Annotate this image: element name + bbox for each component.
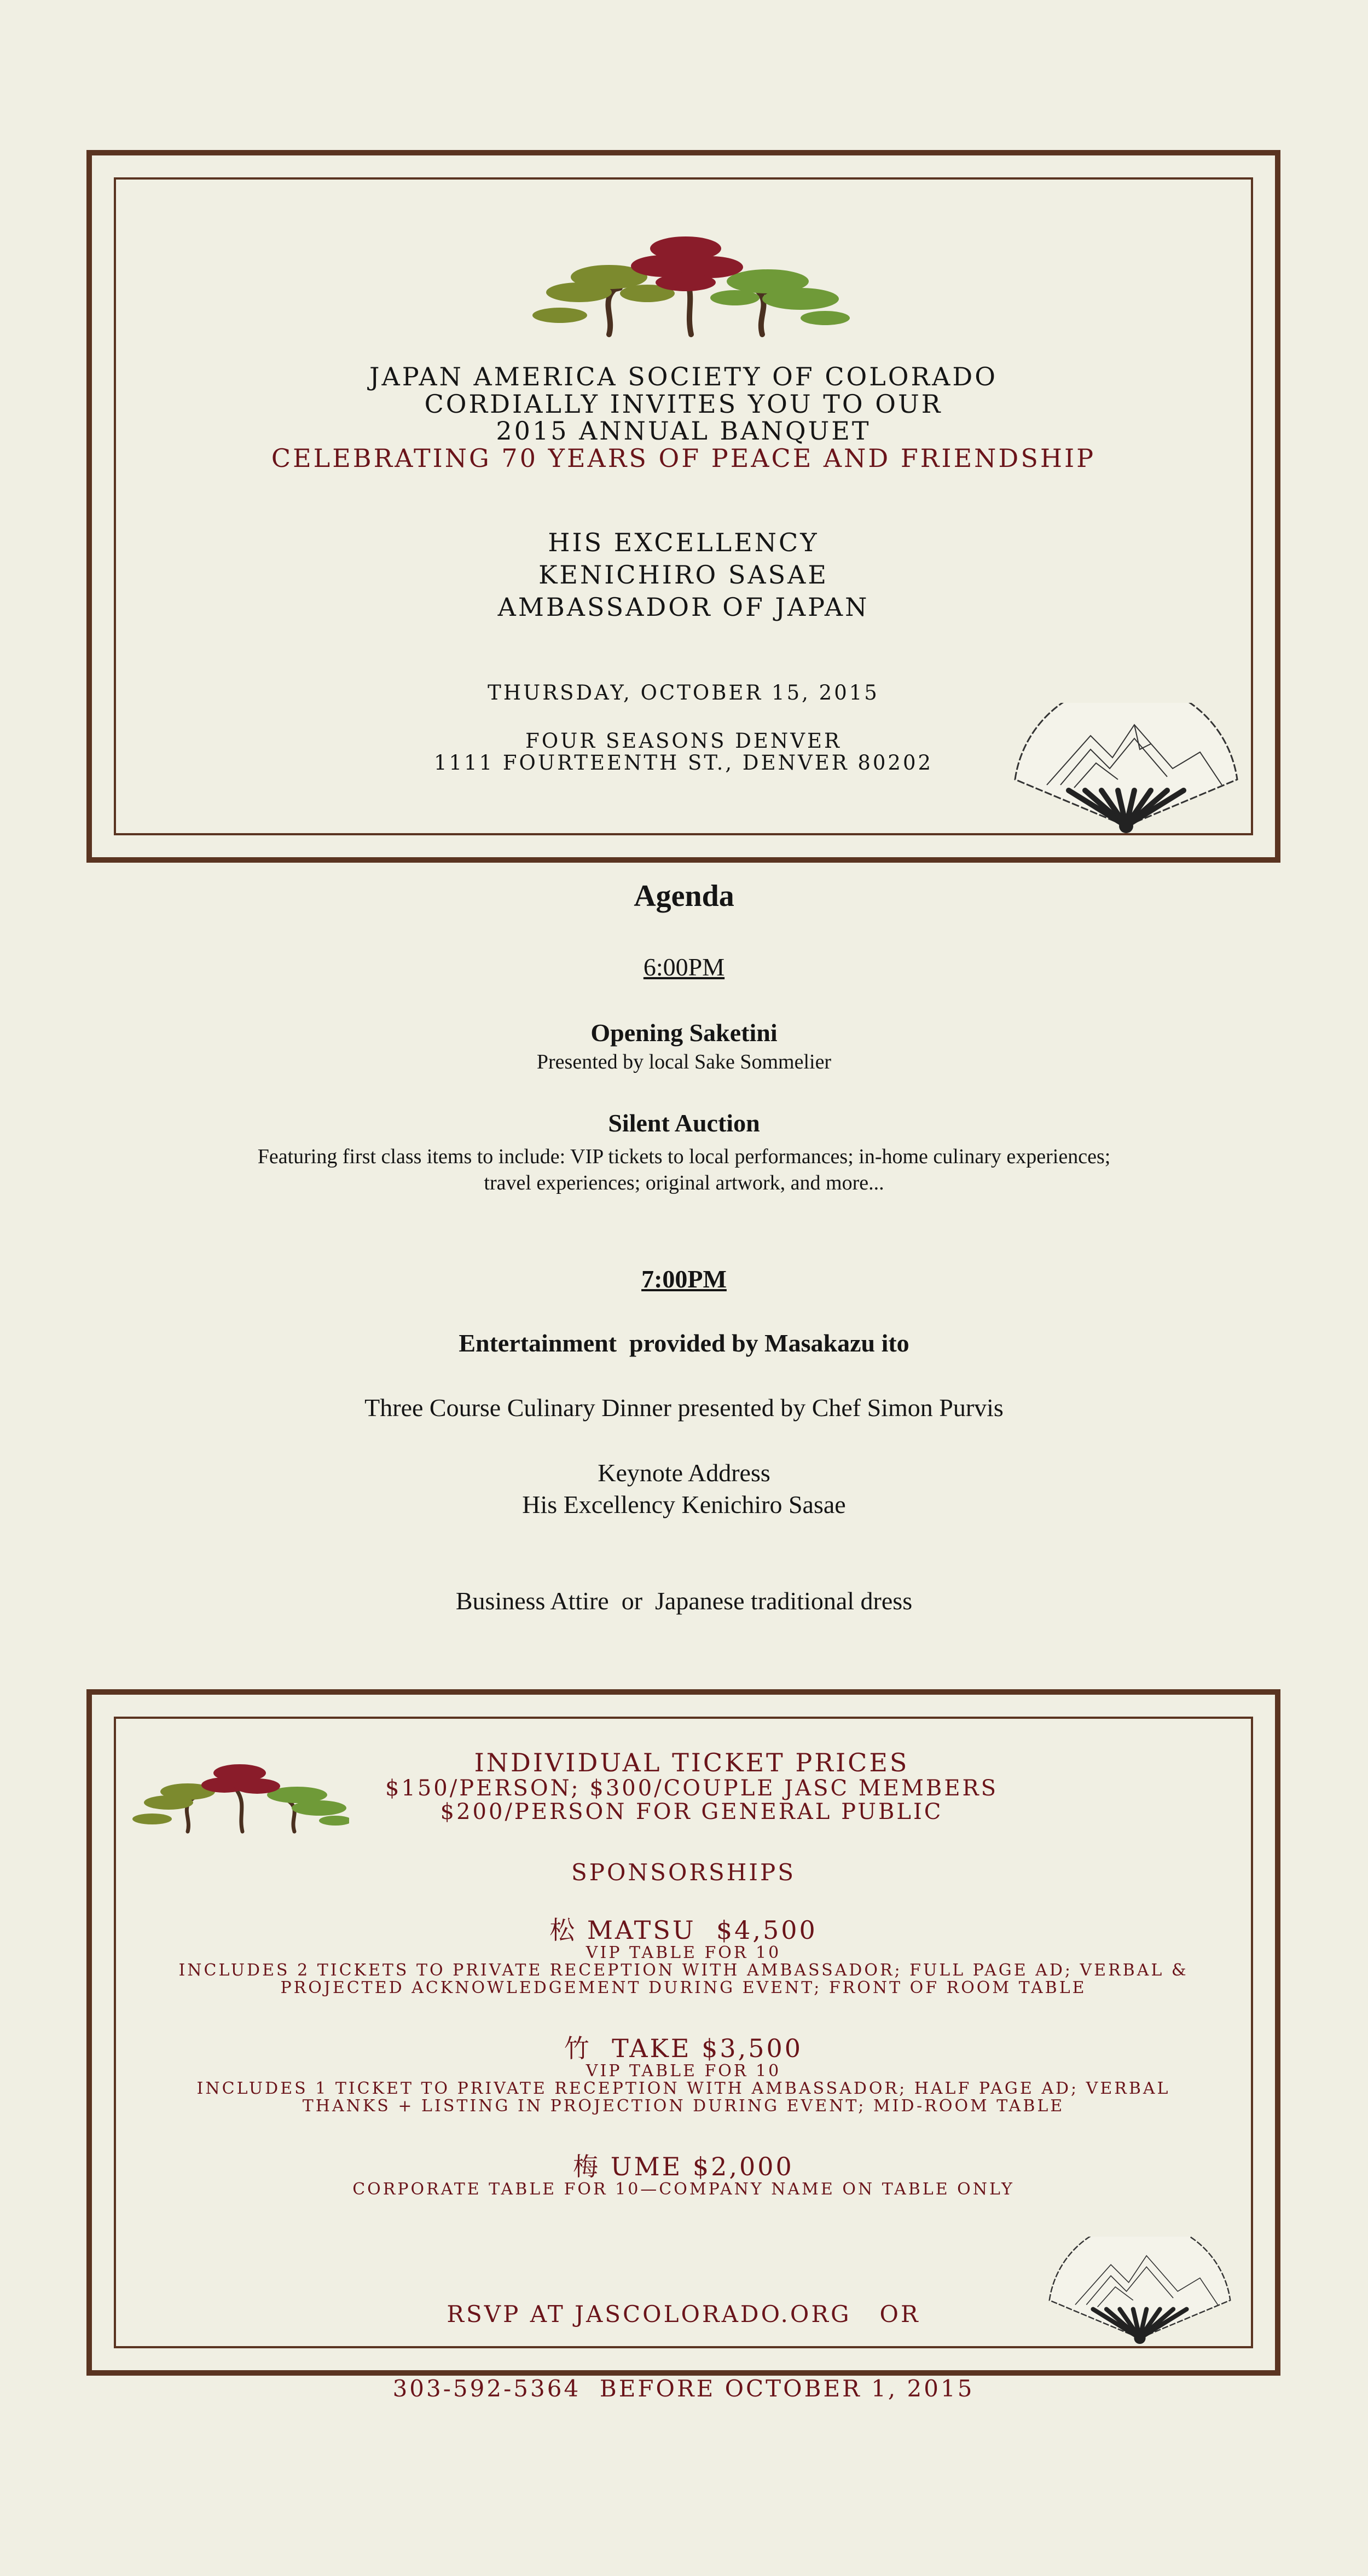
sponsor-take [92, 2035, 1275, 2116]
bonsai-trees-icon [527, 228, 850, 337]
silent-auction-description [0, 1144, 1368, 1196]
agenda-time-7pm: 7:00PM [641, 1265, 727, 1293]
silent-auction-title: Silent Auction [608, 1109, 760, 1137]
dinner-line: Three Course Culinary Dinner presented by Chef Simon Purvis [364, 1394, 1004, 1422]
guest-line: HIS EXCELLENCY [548, 528, 819, 557]
sponsorships-title: SPONSORSHIPS [571, 1859, 796, 1886]
rsvp-website: RSVP AT JASCOLORADO.ORG OR [447, 2300, 920, 2327]
ume-name: UME $2,000 [610, 2152, 794, 2181]
take-subtitle: VIP TABLE FOR 10 [586, 2061, 781, 2081]
opening-saketini-subtitle: Presented by local Sake Sommelier [536, 1050, 832, 1073]
keynote-speaker: His Excellency Kenichiro Sasae [522, 1490, 846, 1518]
public-price: $200/PERSON FOR GENERAL PUBLIC [440, 1799, 943, 1824]
event-date: THURSDAY, OCTOBER 15, 2015 [488, 681, 879, 704]
venue-name: FOUR SEASONS DENVER [525, 729, 842, 753]
take-name: TAKE $3,500 [612, 2034, 803, 2063]
take-description: THANKS + LISTING IN PROJECTION DURING EVENT; MID-ROOM TABLE [302, 2096, 1065, 2116]
venue-address: 1111 FOURTEENTH ST., DENVER 80202 [433, 750, 934, 775]
auction-line: Featuring first class items to include: VIP tickets to local performances; in-home culinary experiences; [257, 1145, 1111, 1168]
invitation-card [86, 150, 1280, 863]
dress-code: Business Attire or Japanese traditional dress [455, 1587, 913, 1615]
sponsor-matsu [92, 1917, 1275, 1997]
guest-line: KENICHIRO SASAE [538, 559, 828, 590]
ume-subtitle: CORPORATE TABLE FOR 10—COMPANY NAME ON TABLE ONLY [352, 2179, 1015, 2199]
take-kanji: 竹 [564, 2034, 592, 2063]
agenda-title: Agenda [634, 879, 734, 913]
folding-fan-icon [1008, 703, 1244, 834]
keynote-block [0, 1457, 1368, 1520]
keynote-title: Keynote Address [598, 1459, 770, 1487]
rsvp-phone: 303-592-5364 BEFORE OCTOBER 1, 2015 [392, 2375, 975, 2402]
take-description: INCLUDES 1 TICKET TO PRIVATE RECEPTION WITH AMBASSADOR; HALF PAGE AD; VERBAL [196, 2079, 1170, 2099]
guest-of-honor [92, 527, 1275, 623]
header-line: 2015 ANNUAL BANQUET [496, 416, 871, 446]
folding-fan-small-icon [1044, 2237, 1236, 2346]
matsu-name: MATSU $4,500 [587, 1915, 818, 1945]
agenda-time-6pm: 6:00PM [643, 953, 725, 981]
celebration-line: CELEBRATING 70 YEARS OF PEACE AND FRIENDSHIP [271, 443, 1096, 473]
ume-kanji: 梅 [573, 2152, 601, 2181]
ticket-prices-title: INDIVIDUAL TICKET PRICES [474, 1748, 909, 1777]
matsu-kanji: 松 [549, 1915, 577, 1945]
ticket-card [86, 1689, 1280, 2402]
sponsor-ume [92, 2153, 1275, 2198]
invitation-header [92, 363, 1275, 472]
member-price: $150/PERSON; $300/COUPLE JASC MEMBERS [385, 1775, 999, 1801]
ume-heading [92, 2153, 1275, 2181]
matsu-heading [92, 1917, 1275, 1944]
auction-line: travel experiences; original artwork, and more... [484, 1171, 884, 1194]
take-heading [92, 2035, 1275, 2063]
opening-saketini-title: Opening Saketini [590, 1019, 778, 1047]
entertainment-line: Entertainment provided by Masakazu ito [459, 1329, 909, 1357]
header-line: JAPAN AMERICA SOCIETY OF COLORADO [369, 362, 998, 391]
matsu-description: PROJECTED ACKNOWLEDGEMENT DURING EVENT; FRONT OF ROOM TABLE [280, 1978, 1087, 1998]
matsu-description: INCLUDES 2 TICKETS TO PRIVATE RECEPTION WITH AMBASSADOR; FULL PAGE AD; VERBAL & [178, 1961, 1189, 1980]
matsu-subtitle: VIP TABLE FOR 10 [586, 1943, 781, 1962]
header-line: CORDIALLY INVITES YOU TO OUR [424, 389, 943, 419]
ticket-prices [92, 1749, 1275, 1824]
guest-line: AMBASSADOR OF JAPAN [497, 592, 870, 622]
